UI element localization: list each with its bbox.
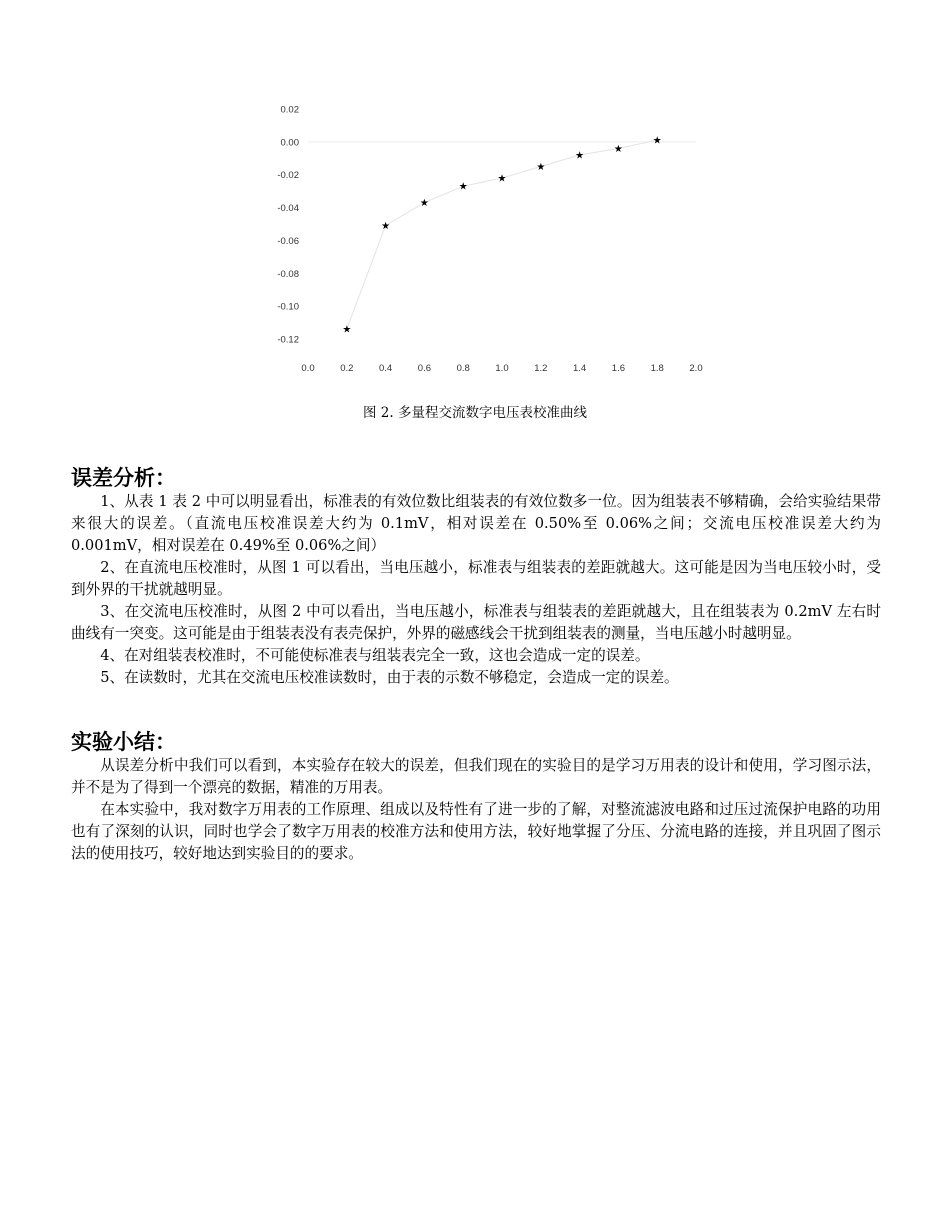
summary-heading: 实验小结： xyxy=(71,730,176,754)
error-paragraph-1: 1、从表 1 表 2 中可以明显看出，标准表的有效位数比组装表的有效位数多一位。因为组装表不够精确，会给实验结果带来很大的误差。（直流电压校准误差大约为 0.1mV，相对误差在 0.50%至 0.06%之间；交流电压校准误差大约为 0.001mV，相对误差在 0.49%至 0.06%之间） xyxy=(71,493,881,554)
x-tick-label: 0.0 xyxy=(301,363,315,374)
data-point-marker: ★ xyxy=(419,198,429,210)
x-tick-label: 0.4 xyxy=(378,363,393,374)
data-point-marker: ★ xyxy=(652,135,662,147)
x-tick-label: 1.6 xyxy=(611,363,626,374)
series-line xyxy=(347,140,657,329)
y-tick-label: -0.04 xyxy=(277,203,299,215)
y-tick-label: -0.12 xyxy=(277,334,299,346)
error-paragraph-3: 3、在交流电压校准时，从图 2 中可以看出，当电压越小，标准表与组装表的差距就越大，且在组装表为 0.2mV 左右时曲线有一突变。这可能是由于组装表没有表壳保护，外界的磁感线会干扰到组装表的测量，当电压越小时越明显。 xyxy=(71,603,881,642)
data-point-marker: ★ xyxy=(381,221,391,233)
y-tick-label: -0.06 xyxy=(277,235,299,247)
x-tick-label: 0.8 xyxy=(456,363,470,374)
error-analysis-body xyxy=(71,491,881,689)
data-markers xyxy=(342,136,661,336)
data-point-marker: ★ xyxy=(342,324,352,336)
error-paragraph-4: 4、在对组装表校准时，不可能使标准表与组装表完全一致，这也会造成一定的误差。 xyxy=(100,647,650,664)
x-axis-ticks xyxy=(301,363,702,374)
summary-body xyxy=(71,755,881,865)
y-tick-label: -0.02 xyxy=(277,170,299,182)
data-point-marker: ★ xyxy=(497,173,507,185)
y-tick-label: 0.02 xyxy=(280,104,299,116)
x-tick-label: 0.2 xyxy=(340,363,354,374)
data-point-marker: ★ xyxy=(536,162,546,173)
data-point-marker: ★ xyxy=(575,150,585,162)
data-point-marker: ★ xyxy=(613,143,623,155)
summary-paragraph-1: 从误差分析中我们可以看到，本实验存在较大的误差，但我们现在的实验目的是学习万用表的设计和使用，学习图示法，并不是为了得到一个漂亮的数据，精准的万用表。 xyxy=(71,757,881,796)
figure-caption: 图 2. 多量程交流数字电压表校准曲线 xyxy=(363,405,587,421)
x-tick-label: 1.8 xyxy=(650,363,664,374)
y-tick-label: -0.08 xyxy=(277,268,299,280)
x-tick-label: 1.4 xyxy=(572,363,587,374)
error-paragraph-5: 5、在读数时，尤其在交流电压校准读数时，由于表的示数不够稳定，会造成一定的误差。 xyxy=(100,669,679,686)
x-tick-label: 2.0 xyxy=(689,363,703,374)
y-tick-label: 0.00 xyxy=(280,137,299,149)
y-axis-ticks xyxy=(277,105,299,346)
data-point-marker: ★ xyxy=(458,181,468,193)
x-tick-label: 1.2 xyxy=(534,363,548,374)
x-tick-label: 0.6 xyxy=(417,363,432,374)
calibration-chart xyxy=(0,0,950,390)
error-paragraph-2: 2、在直流电压校准时，从图 1 可以看出，当电压越小，标准表与组装表的差距就越大。这可能是因为当电压较小时，受到外界的干扰就越明显。 xyxy=(71,559,881,598)
summary-paragraph-2: 在本实验中，我对数字万用表的工作原理、组成以及特性有了进一步的了解，对整流滤波电路和过压过流保护电路的功用也有了深刻的认识，同时也学会了数字万用表的校准方法和使用方法，较好地掌握了分压、分流电路的连接，并且巩固了图示法的使用技巧，较好地达到实验目的的要求。 xyxy=(71,801,881,862)
x-tick-label: 1.0 xyxy=(495,363,509,374)
error-analysis-heading: 误差分析： xyxy=(71,466,176,490)
y-tick-label: -0.10 xyxy=(277,301,299,313)
